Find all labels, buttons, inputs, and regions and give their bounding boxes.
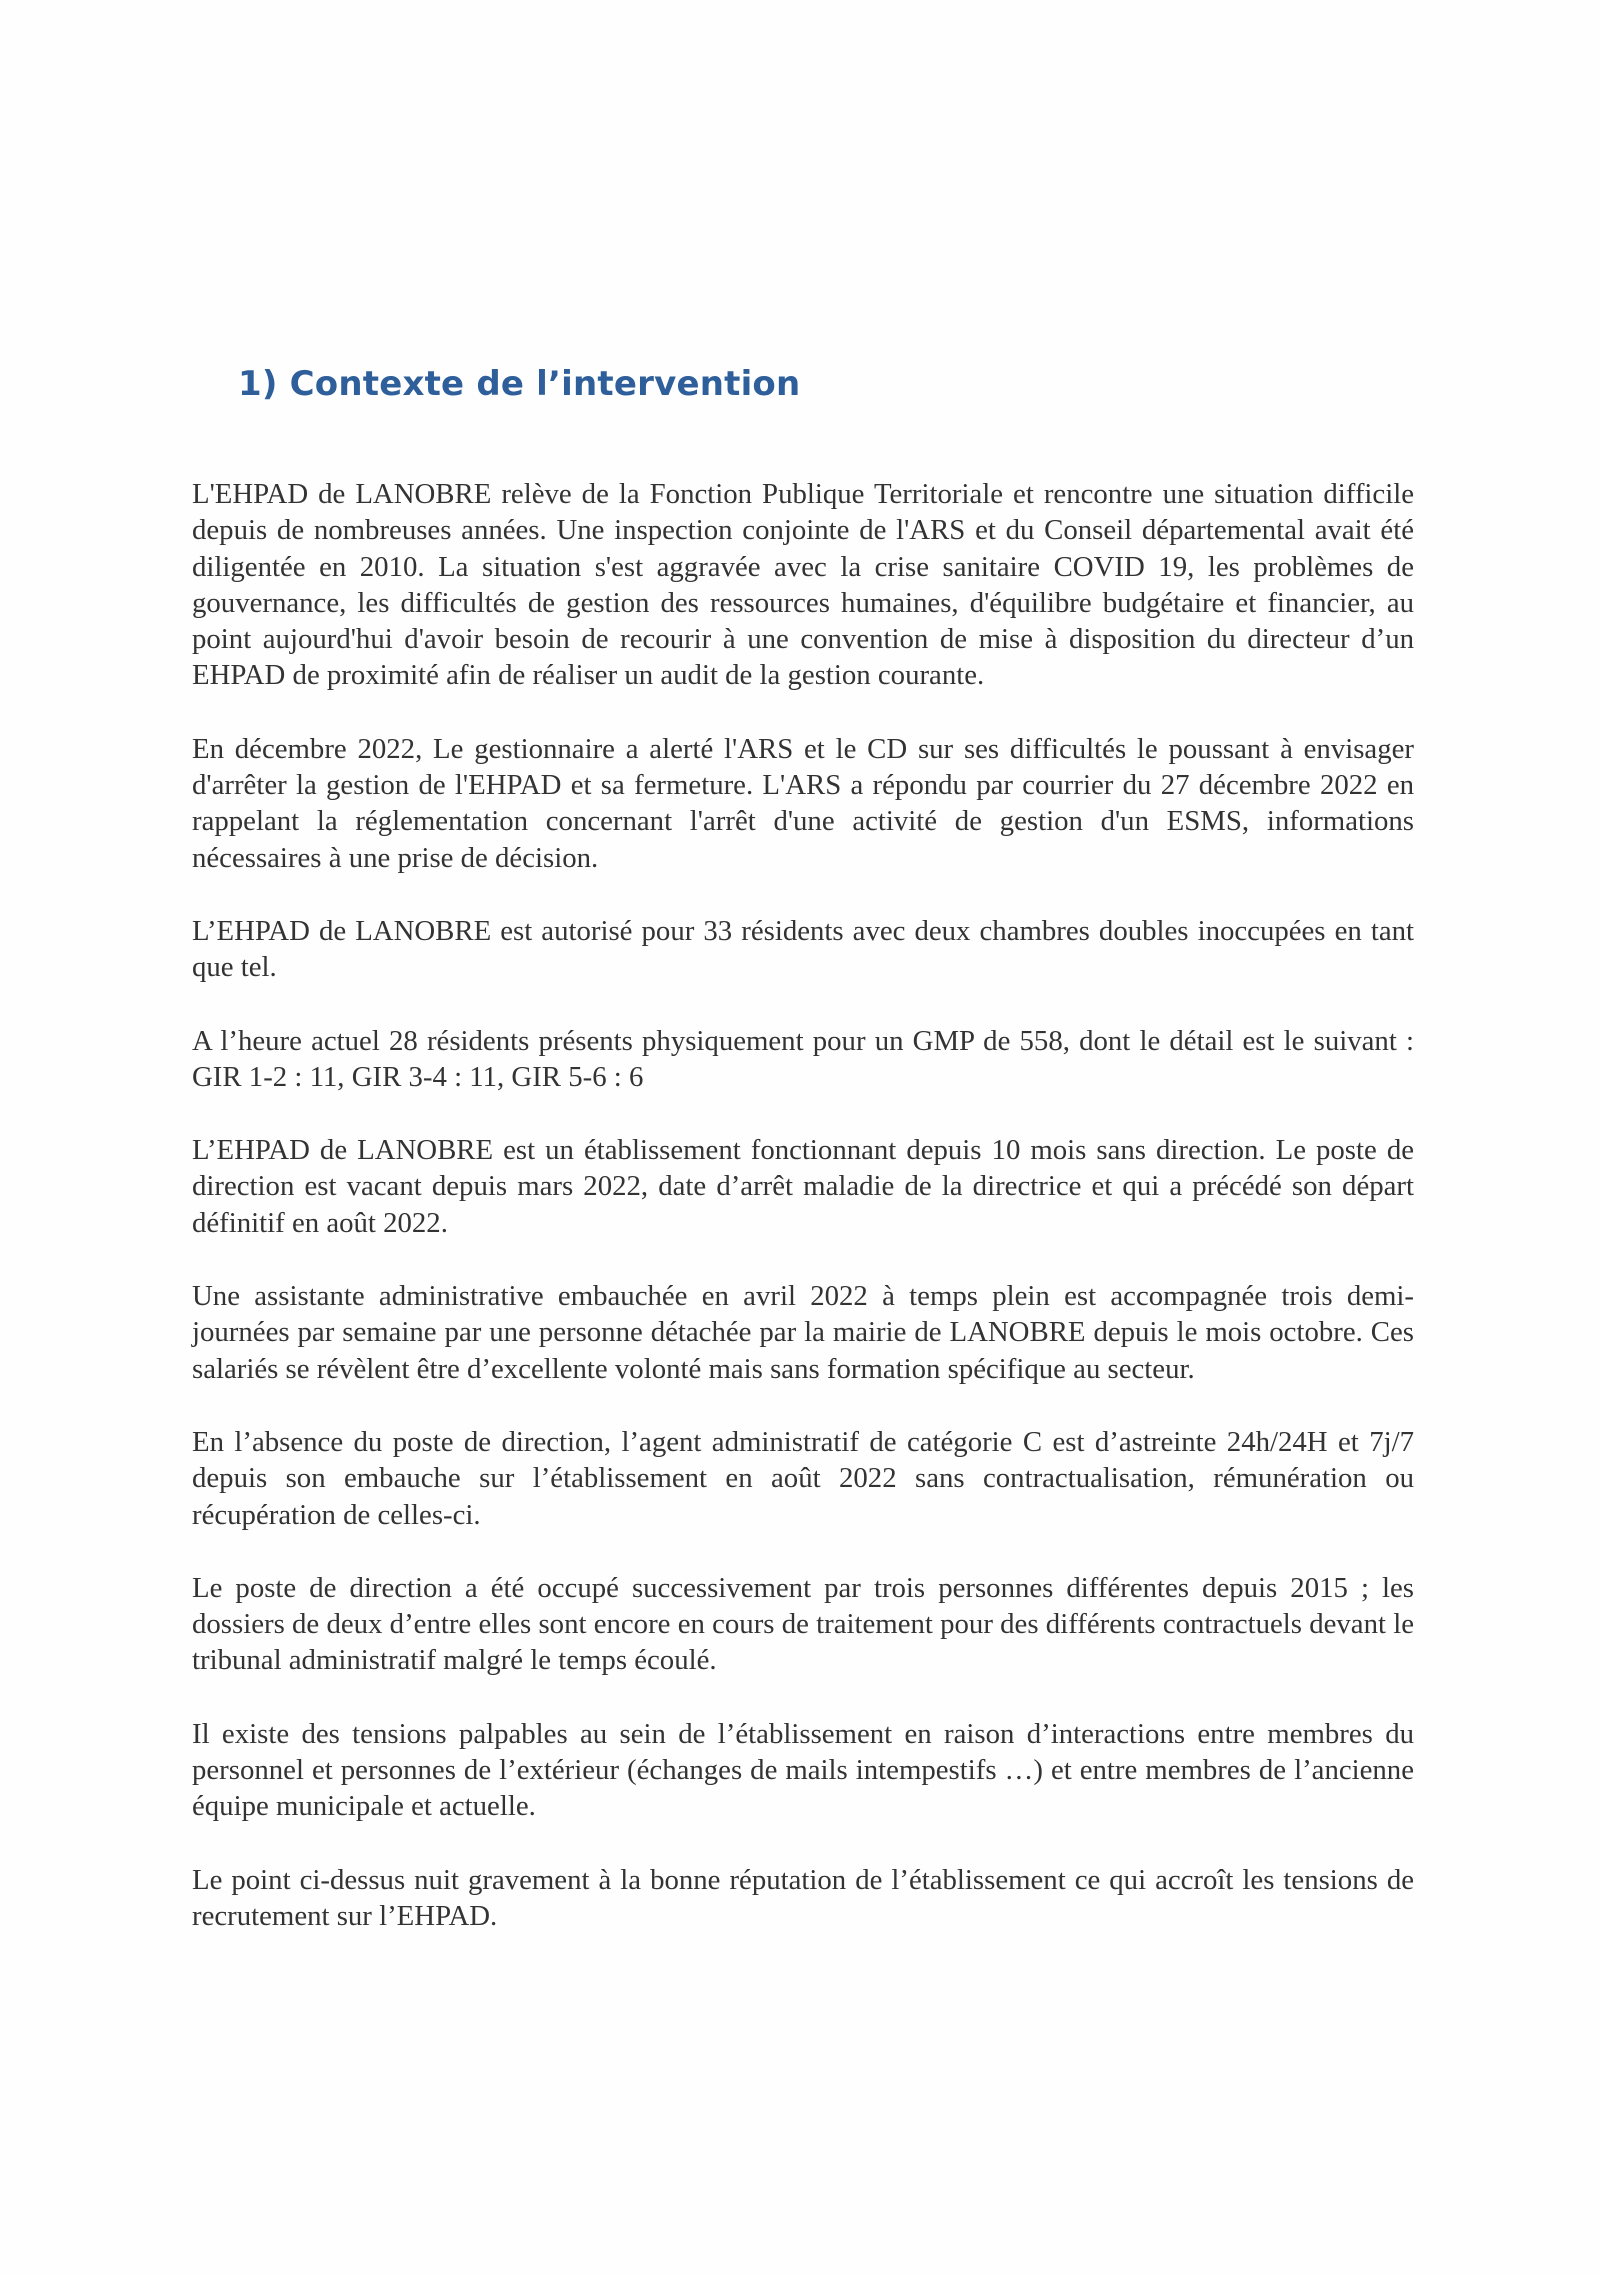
section-heading: 1) Contexte de l’intervention [238,364,801,404]
paragraph-tensions: Il existe des tensions palpables au sein de l’établissement en raison d’interactions entre membres du personnel et personnes de l’extérieur (échanges de mails intempestifs …) et entre membres de l’ancienne équipe municipale et actuelle. [192,1717,1414,1823]
document-body [192,476,1414,1971]
paragraph-assistant: Une assistante administrative embauchée en avril 2022 à temps plein est accompagnée trois demi-journées par semaine par une personne détachée par la mairie de LANOBRE depuis le mois octobre. Ces salariés se révèlent être d’excellente volonté mais sans formation spécifique au secteur. [192,1280,1414,1385]
paragraph-alert: En décembre 2022, Le gestionnaire a alerté l'ARS et le CD sur ses difficultés le poussant à envisager d'arrêter la gestion de l'EHPAD et sa fermeture. L'ARS a répondu par courrier du 27 décembre 2022 en rappelant la réglementation concernant l'arrêt d'une activité de gestion d'un ESMS, informations nécessaires à une prise de décision. [192,732,1414,874]
paragraph-capacity: L’EHPAD de LANOBRE est autorisé pour 33 résidents avec deux chambres doubles inoccupées en tant que tel. [192,914,1414,984]
paragraph-turnover: Le poste de direction a été occupé successivement par trois personnes différentes depuis 2015 ; les dossiers de deux d’entre elles sont encore en cours de traitement pour des différents contractuels devant le tribunal administratif malgré le temps écoulé. [192,1571,1414,1677]
paragraph-reputation: Le point ci-dessus nuit gravement à la bonne réputation de l’établissement ce qui accroît les tensions de recrutement sur l’EHPAD. [192,1863,1414,1932]
paragraph-context: L'EHPAD de LANOBRE relève de la Fonction Publique Territoriale et rencontre une situation difficile depuis de nombreuses années. Une inspection conjointe de l'ARS et du Conseil départemental avait été diligentée en 2010. La situation s'est aggravée avec la crise sanitaire COVID 19, les problèmes de gouvernance, les difficultés de gestion des ressources humaines, d'équilibre budgétaire et financier, au point aujourd'hui d'avoir besoin de recourir à une convention de mise à disposition du directeur d’un EHPAD de proximité afin de réaliser un audit de la gestion courante. [192,478,1414,692]
paragraph-residents: A l’heure actuel 28 résidents présents physiquement pour un GMP de 558, dont le détail est le suivant : GIR 1-2 : 11, GIR 3-4 : 11, GIR 5-6 : 6 [192,1024,1414,1093]
paragraph-on-call: En l’absence du poste de direction, l’agent administratif de catégorie C est d’astreinte 24h/24H et 7j/7 depuis son embauche sur l’établissement en août 2022 sans contractualisation, rémunération ou récupération de celles-ci. [192,1425,1414,1531]
paragraph-direction: L’EHPAD de LANOBRE est un établissement fonctionnant depuis 10 mois sans direction. Le poste de direction est vacant depuis mars 2022, date d’arrêt maladie de la directrice et qui a précédé son départ définitif en août 2022. [192,1134,1414,1239]
